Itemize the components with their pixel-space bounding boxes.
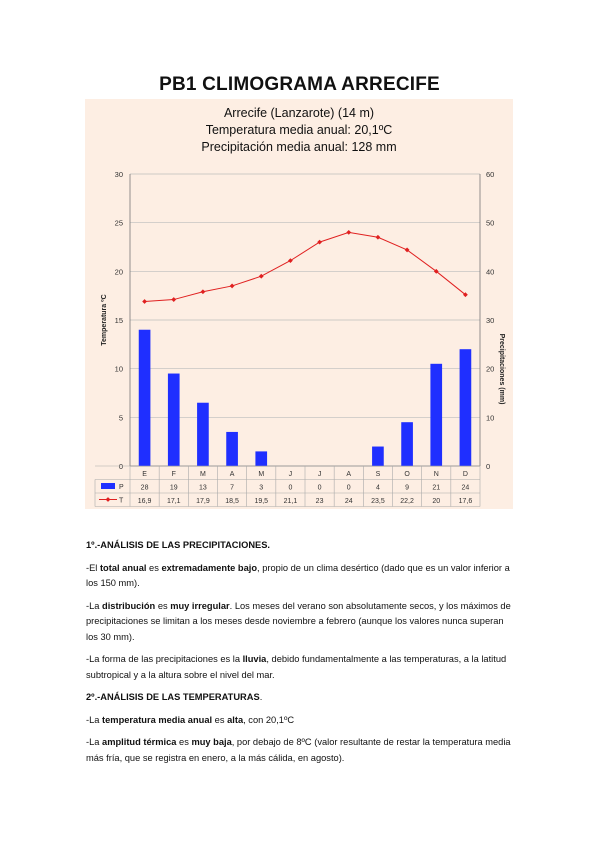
text-run: -La	[86, 600, 103, 611]
left-tick-label: 20	[114, 267, 123, 277]
precipitation-value-label: 0	[317, 484, 322, 492]
text-run: , debido fundamentalmente a las temperaturas, a la latitud subtropical y a la altura sobre el nivel del mar.	[86, 654, 507, 680]
precipitation-bar	[401, 422, 413, 466]
month-label: F	[171, 471, 176, 478]
section-heading-precipitation	[86, 538, 518, 554]
text-run-bold: alta	[227, 714, 244, 725]
chart-title-line-2: Temperatura media anual: 20,1ºC	[205, 123, 393, 137]
month-label: N	[433, 471, 439, 478]
left-tick-label: 30	[114, 170, 123, 179]
precipitation-bar	[168, 374, 180, 466]
paragraph-mean-temperature	[86, 713, 518, 729]
precipitation-value-label: 21	[432, 484, 441, 492]
precipitation-bar	[255, 451, 267, 466]
precipitation-value-label: 19	[169, 484, 178, 492]
text-run: -El	[86, 562, 100, 573]
paragraph-precipitation-form	[86, 652, 518, 683]
left-tick-label: 15	[114, 316, 123, 325]
legend-label-temperature: T	[119, 497, 124, 505]
temperature-value-label: 23,5	[371, 498, 385, 505]
right-axis-label: Precipitaciones (mm)	[498, 333, 505, 405]
precipitation-bar	[372, 447, 384, 466]
temperature-value-label: 17,1	[166, 498, 181, 505]
temperature-point	[201, 289, 206, 294]
month-label: M	[199, 471, 206, 478]
paragraph-distribution	[86, 599, 518, 646]
text-run: , propio de un clima desértico (dado que es un valor inferior a los 150 mm).	[86, 562, 510, 588]
text-run-bold: amplitud térmica	[102, 737, 177, 747]
precipitation-value-label: 28	[140, 484, 149, 492]
text-run-bold: total anual	[99, 562, 147, 573]
temperature-value-label: 18,5	[225, 498, 239, 505]
text-run-bold: muy irregular	[170, 600, 230, 611]
month-label: S	[375, 471, 381, 478]
precipitation-bar	[226, 432, 238, 466]
month-label: M	[258, 471, 265, 478]
text-run: es	[155, 600, 171, 611]
legend-marker-temperature	[106, 497, 111, 502]
text-run: es	[146, 562, 162, 573]
precipitation-bar	[430, 364, 442, 466]
temperature-value-label: 22,2	[400, 498, 414, 505]
text-run: , con 20,1ºC	[243, 714, 295, 725]
left-tick-label: 25	[114, 218, 123, 228]
precipitation-value-label: 13	[199, 484, 207, 492]
paragraph-thermal-amplitude	[86, 735, 518, 766]
chart-title-line-1: Arrecife (Lanzarote) (14 m)	[223, 106, 375, 120]
text-run: -La forma de las precipitaciones es la	[86, 654, 243, 664]
heading-text: 2º.-ANÁLISIS DE LAS TEMPERATURAS	[86, 692, 260, 702]
climograph-chart	[85, 99, 513, 509]
temperature-point	[259, 274, 264, 279]
precipitation-bar	[139, 330, 151, 466]
precipitation-value-label: 24	[461, 484, 470, 492]
right-tick-label: 40	[486, 267, 495, 277]
month-label: J	[288, 471, 293, 478]
analysis-text	[86, 538, 518, 773]
legend-key-precipitation	[101, 483, 115, 489]
precipitation-value-label: 0	[346, 484, 351, 492]
left-tick-label: 0	[118, 462, 123, 471]
precipitation-value-label: 7	[230, 484, 235, 492]
month-label: D	[462, 471, 468, 478]
temperature-point	[230, 284, 235, 289]
temperature-value-label: 17,9	[196, 498, 210, 505]
precipitation-bar	[460, 349, 472, 466]
text-run-bold: lluvia	[242, 654, 267, 664]
temperature-value-label: 21,1	[283, 498, 298, 505]
temperature-point	[317, 240, 322, 245]
month-label: A	[346, 471, 352, 478]
month-label: E	[142, 471, 147, 478]
right-tick-label: 0	[486, 462, 491, 471]
text-run: es	[212, 714, 228, 725]
precipitation-value-label: 3	[259, 484, 264, 492]
text-run-bold: muy baja	[191, 737, 232, 747]
temperature-value-label: 16,9	[137, 498, 152, 505]
right-tick-label: 50	[486, 218, 495, 228]
month-label: O	[404, 471, 410, 478]
left-tick-label: 5	[118, 413, 123, 423]
month-label: A	[229, 471, 235, 478]
temperature-value-label: 24	[344, 498, 353, 505]
left-tick-label: 10	[114, 364, 123, 374]
right-tick-label: 60	[486, 170, 495, 179]
text-run: -La	[86, 714, 103, 725]
section-heading-temperature	[86, 690, 518, 706]
heading-text: 1º.-ANÁLISIS DE LAS PRECIPITACIONES.	[86, 540, 271, 550]
temperature-value-label: 17,6	[458, 498, 473, 505]
temperature-point	[346, 230, 351, 235]
text-run: -La	[86, 737, 103, 747]
right-tick-label: 20	[486, 364, 495, 374]
temperature-value-label: 19,5	[254, 498, 269, 505]
chart-title-line-3: Precipitación media anual: 128 mm	[201, 140, 397, 154]
text-run-bold: temperatura media anual	[102, 714, 213, 725]
text-run-bold: extremadamente bajo	[161, 562, 258, 573]
text-run: , por debajo de 8ºC (valor resultante de restar la temperatura media más fría, que se registra en enero, a la más cálida, en agosto).	[86, 737, 511, 763]
temperature-line	[145, 232, 466, 301]
paragraph-total-annual	[86, 561, 518, 592]
page-title: PB1 CLIMOGRAMA ARRECIFE	[159, 74, 440, 95]
temperature-point	[142, 299, 147, 304]
temperature-point	[376, 235, 381, 240]
right-tick-label: 30	[486, 316, 495, 325]
legend-label-precipitation: P	[119, 484, 124, 491]
text-run: es	[176, 737, 192, 747]
precipitation-value-label: 9	[405, 484, 410, 492]
temperature-point	[288, 258, 293, 263]
temperature-value-label: 23	[315, 498, 324, 505]
text-run: .	[259, 692, 263, 702]
left-axis-label: Temperatura ºC	[101, 294, 108, 346]
precipitation-value-label: 4	[375, 484, 380, 492]
temperature-point	[171, 297, 176, 302]
text-run: . Los meses del verano son absolutamente secos, y los máximos de precipitaciones se limitan a los meses desde noviembre a febrero (aunque los valores nunca superan los 30 mm).	[86, 600, 511, 642]
precipitation-bar	[197, 403, 209, 466]
precipitation-value-label: 0	[288, 484, 293, 492]
right-tick-label: 10	[486, 413, 495, 423]
text-run-bold: distribución	[102, 600, 156, 611]
temperature-value-label: 20	[432, 498, 441, 505]
chart-svg	[85, 99, 513, 509]
month-label: J	[317, 471, 322, 478]
